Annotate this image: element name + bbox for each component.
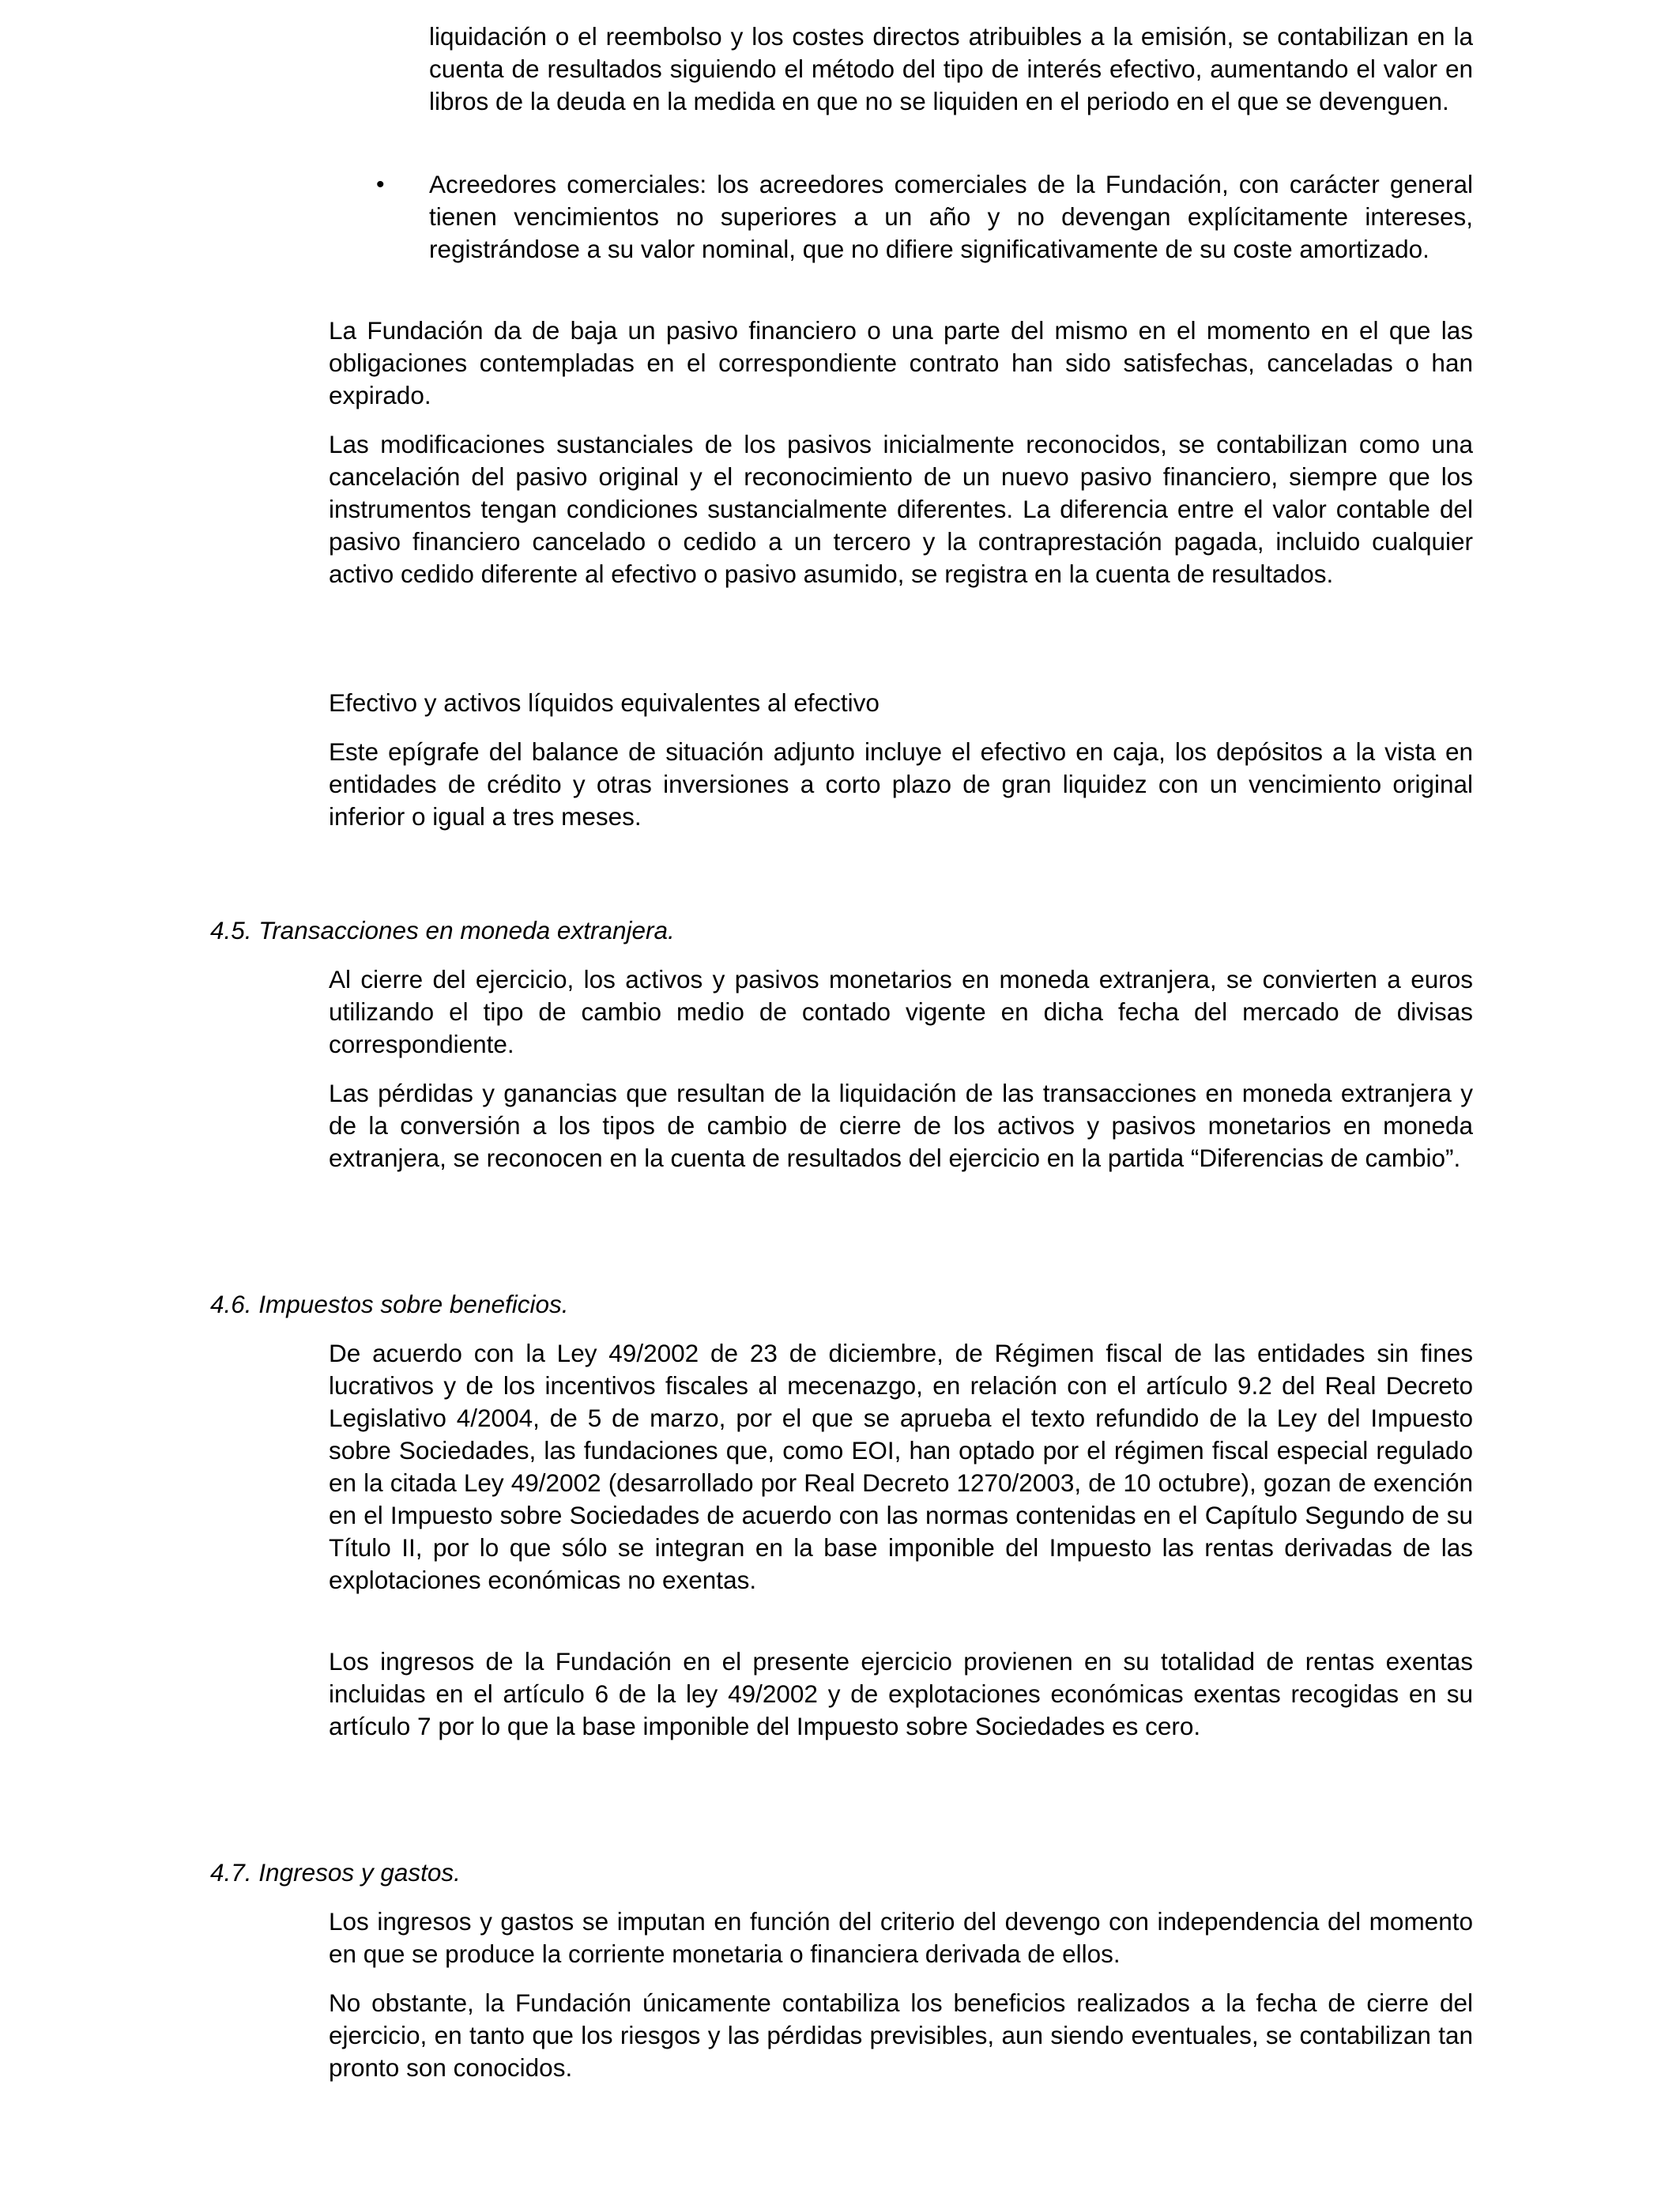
paragraph-4-7-devengo: Los ingresos y gastos se imputan en función del criterio del devengo con independencia del momento en que se produce la corriente monetaria o financiera derivada de ellos. <box>329 1907 1473 1968</box>
paragraph-4-5-cierre: Al cierre del ejercicio, los activos y pasivos monetarios en moneda extranjera, se convierten a euros utilizando el tipo de cambio medio de contado vigente en dicha fecha del mercado de divisas correspondiente. <box>329 965 1473 1058</box>
subheading-efectivo: Efectivo y activos líquidos equivalentes al efectivo <box>329 688 880 717</box>
paragraph-4-5-perdidas: Las pérdidas y ganancias que resultan de la liquidación de las transacciones en moneda extranjera y de la conversión a los tipos de cambio de cierre de los activos y pasivos monetarios en moneda extranjera, se reconocen en la cuenta de resultados del ejercicio en la partida “Diferencias de cambio”. <box>329 1079 1473 1172</box>
bullet-continued-text: liquidación o el reembolso y los costes directos atribuibles a la emisión, se contabilizan en la cuenta de resultados siguiendo el método del tipo de interés efectivo, aumentando el valor en libros de la deuda en la medida en que no se liquiden en el periodo en el que se devenguen. <box>429 22 1473 115</box>
paragraph-4-6-ingresos: Los ingresos de la Fundación en el presente ejercicio provienen en su totalidad de rentas exentas incluidas en el artículo 6 de la ley 49/2002 y de explotaciones económicas exentas recogidas en su artículo 7 por lo que la base imponible del Impuesto sobre Sociedades es cero. <box>329 1647 1473 1740</box>
paragraph-efectivo: Este epígrafe del balance de situación adjunto incluye el efectivo en caja, los depósitos a la vista en entidades de crédito y otras inversiones a corto plazo de gran liquidez con un vencimiento original inferior o igual a tres meses. <box>329 737 1473 831</box>
paragraph-baja-pasivo: La Fundación da de baja un pasivo financiero o una parte del mismo en el momento en el que las obligaciones contempladas en el correspondiente contrato han sido satisfechas, canceladas o han expirado. <box>329 316 1473 409</box>
bullet-item-acreedores: Acreedores comerciales: los acreedores comerciales de la Fundación, con carácter general tienen vencimientos no superiores a un año y no devengan explícitamente intereses, registrándose a su valor nominal, que no difiere significativamente de su coste amortizado. <box>429 170 1473 263</box>
paragraph-4-7-beneficios: No obstante, la Fundación únicamente contabiliza los beneficios realizados a la fecha de cierre del ejercicio, en tanto que los riesgos y las pérdidas previsibles, aun siendo eventuales, se contabilizan tan pronto son conocidos. <box>329 1989 1473 2082</box>
paragraph-4-6-ley: De acuerdo con la Ley 49/2002 de 23 de diciembre, de Régimen fiscal de las entidades sin fines lucrativos y de los incentivos fiscales al mecenazgo, en relación con el artículo 9.2 del Real Decreto Legislativo 4/2004, de 5 de marzo, por el que se aprueba el texto refundido de la Ley del Impuesto sobre Sociedades, las fundaciones que, como EOI, han optado por el régimen fiscal especial regulado en la citada Ley 49/2002 (desarrollado por Real Decreto 1270/2003, de 10 octubre), gozan de exención en el Impuesto sobre Sociedades de acuerdo con las normas contenidas en el Capítulo Segundo de su Título II, por lo que sólo se integran en la base imponible del Impuesto las rentas derivadas de las explotaciones económicas no exentas. <box>329 1339 1473 1594</box>
paragraph-modificaciones-pasivos: Las modificaciones sustanciales de los pasivos inicialmente reconocidos, se contabilizan como una cancelación del pasivo original y el reconocimiento de un nuevo pasivo financiero, siempre que los instrumentos tengan condiciones sustancialmente diferentes. La diferencia entre el valor contable del pasivo financiero cancelado o cedido a un tercero y la contraprestación pagada, incluido cualquier activo cedido diferente al efectivo o pasivo asumido, se registra en la cuenta de resultados. <box>329 430 1473 588</box>
section-heading-4-7: 4.7. Ingresos y gastos. <box>210 1858 461 1887</box>
section-heading-4-6: 4.6. Impuestos sobre beneficios. <box>210 1290 569 1318</box>
bullet-marker: • <box>376 172 385 198</box>
section-heading-4-5: 4.5. Transacciones en moneda extranjera. <box>210 916 675 944</box>
